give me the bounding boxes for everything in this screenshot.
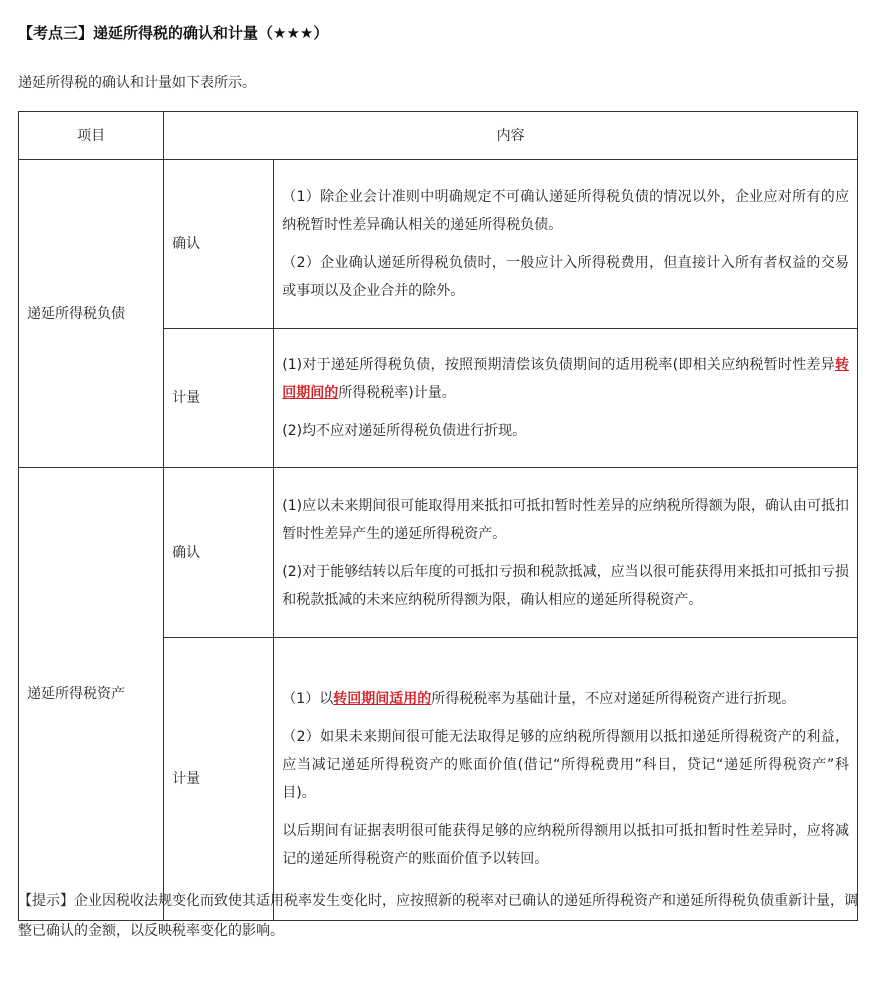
asset-recognition-content <box>274 468 858 638</box>
table-row <box>19 160 858 329</box>
text-run: （1）以 <box>282 691 334 707</box>
liability-measurement-content <box>274 329 858 468</box>
header-item: 项目 <box>19 112 164 160</box>
liability-recognition-content <box>274 160 858 329</box>
intro-text: 递延所得税的确认和计量如下表所示。 <box>18 75 256 91</box>
asset-recognition-label: 确认 <box>164 468 274 638</box>
highlight-text: 转回期间适用的 <box>333 691 432 707</box>
paragraph <box>282 351 849 407</box>
paragraph <box>282 685 849 713</box>
asset-measurement-content <box>274 638 858 921</box>
text-run: 所得税税率)计量。 <box>338 385 456 401</box>
liability-measurement-label: 计量 <box>164 329 274 468</box>
paragraph: (1)应以未来期间很可能取得用来抵扣可抵扣暂时性差异的应纳税所得额为限，确认由可抵扣暂时性差异产生的递延所得税资产。 <box>282 497 849 542</box>
liability-recognition-label: 确认 <box>164 160 274 329</box>
liability-label: 递延所得税负债 <box>19 160 164 468</box>
paragraph: （1）除企业会计准则中明确规定不可确认递延所得税负债的情况以外，企业应对所有的应纳税暂时性差异确认相关的递延所得税负债。 <box>282 189 849 233</box>
paragraph: （2）如果未来期间很可能无法取得足够的应纳税所得额用以抵扣递延所得税资产的利益，应当减记递延所得税资产的账面价值(借记“所得税费用”科目，贷记“递延所得税资产”科目)。 <box>282 729 849 801</box>
header-content: 内容 <box>164 112 858 160</box>
section-heading: 【考点三】递延所得税的确认和计量（★★★） <box>18 24 329 42</box>
asset-measurement-label: 计量 <box>164 638 274 921</box>
text-run: 所得税税率为基础计量，不应对递延所得税资产进行折现。 <box>431 691 796 707</box>
asset-label: 递延所得税资产 <box>19 468 164 921</box>
highlight-text: 转回期间的 <box>282 357 849 401</box>
paragraph: (2)均不应对递延所得税负债进行折现。 <box>282 423 527 439</box>
recognition-measurement-table <box>18 111 858 921</box>
paragraph: （2）企业确认递延所得税负债时，一般应计入所得税费用，但直接计入所有者权益的交易或事项以及企业合并的除外。 <box>282 255 849 299</box>
paragraph: 以后期间有证据表明很可能获得足够的应纳税所得额用以抵扣可抵扣暂时性差异时，应将减记的递延所得税资产的账面价值予以转回。 <box>282 823 849 867</box>
tip-text: 【提示】企业因税收法规变化而致使其适用税率发生变化时，应按照新的税率对已确认的递延所得税资产和递延所得税负债重新计量，调整已确认的金额，以反映税率变化的影响。 <box>18 893 858 939</box>
table-header-row <box>19 112 858 160</box>
table-row <box>19 468 858 638</box>
text-run: (1)对于递延所得税负债，按照预期清偿该负债期间的适用税率(即相关应纳税暂时性差异 <box>282 357 835 373</box>
paragraph: (2)对于能够结转以后年度的可抵扣亏损和税款抵减，应当以很可能获得用来抵扣可抵扣亏损和税款抵减的未来应纳税所得额为限，确认相应的递延所得税资产。 <box>282 563 849 608</box>
